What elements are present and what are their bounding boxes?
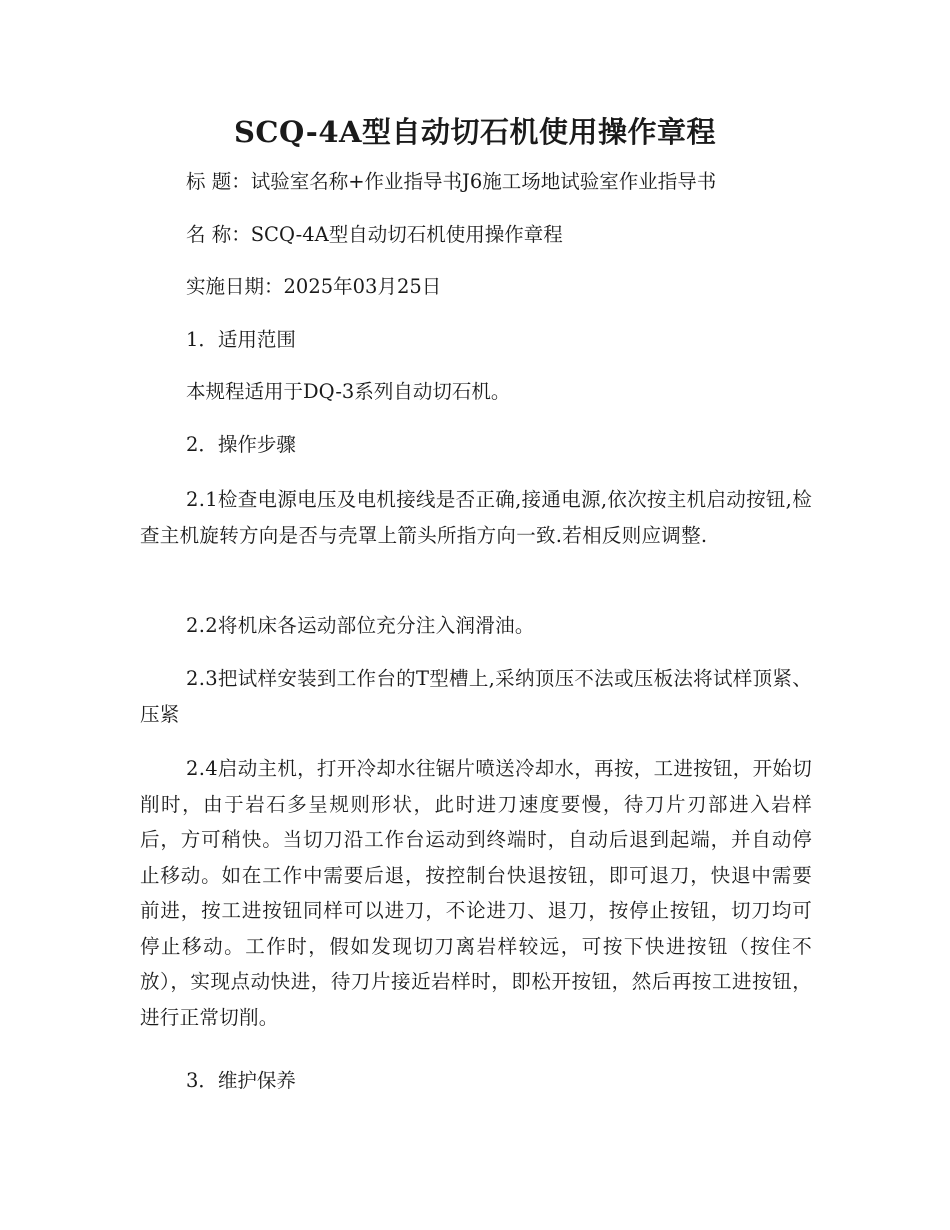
name-line: 名 称：SCQ-4A型自动切石机使用操作章程 <box>186 223 563 246</box>
step-2-3-paragraph: 2.3把试样安装到工作台的T型槽上,采纳顶压不法或压板法将试样顶紧、压紧 <box>140 667 812 726</box>
title-label-line: 标 题：试验室名称+作业指导书J6施工场地试验室作业指导书 <box>186 170 717 193</box>
section-3-heading: 3．维护保养 <box>186 1069 296 1092</box>
step-2-1-paragraph: 2.1检查电源电压及电机接线是否正确,接通电源,依次按主机启动按钮,检查主机旋转方向是否与壳罩上箭头所指方向一致.若相反则应调整. <box>140 488 812 547</box>
section-1-body: 本规程适用于DQ-3系列自动切石机。 <box>186 380 511 403</box>
section-1-heading: 1．适用范围 <box>186 328 296 351</box>
effective-date-line: 实施日期：2025年03月25日 <box>186 275 442 298</box>
document-title: SCQ-4A型自动切石机使用操作章程 <box>233 115 717 149</box>
section-2-heading: 2．操作步骤 <box>186 433 296 456</box>
step-2-2-paragraph: 2.2将机床各运动部位充分注入润滑油。 <box>186 614 535 637</box>
step-2-4-paragraph: 2.4启动主机，打开冷却水往锯片喷送冷却水，再按，工进按钮，开始切削时，由于岩石多呈规则形状，此时进刀速度要慢，待刀片刃部进入岩样后，方可稍快。当切刀沿工作台运动到终端时，自动后退到起端，并自动停止移动。如在工作中需要后退，按控制台快退按钮，即可退刀，快退中需要前进，按工进按钮同样可以进刀，不论进刀、退刀，按停止按钮，切刀均可停止移动。工作时，假如发现切刀离岩样较远，可按下快进按钮（按住不放），实现点动快进，待刀片接近岩样时，即松开按钮，然后再按工进按钮，进行正常切削。 <box>140 757 812 1029</box>
